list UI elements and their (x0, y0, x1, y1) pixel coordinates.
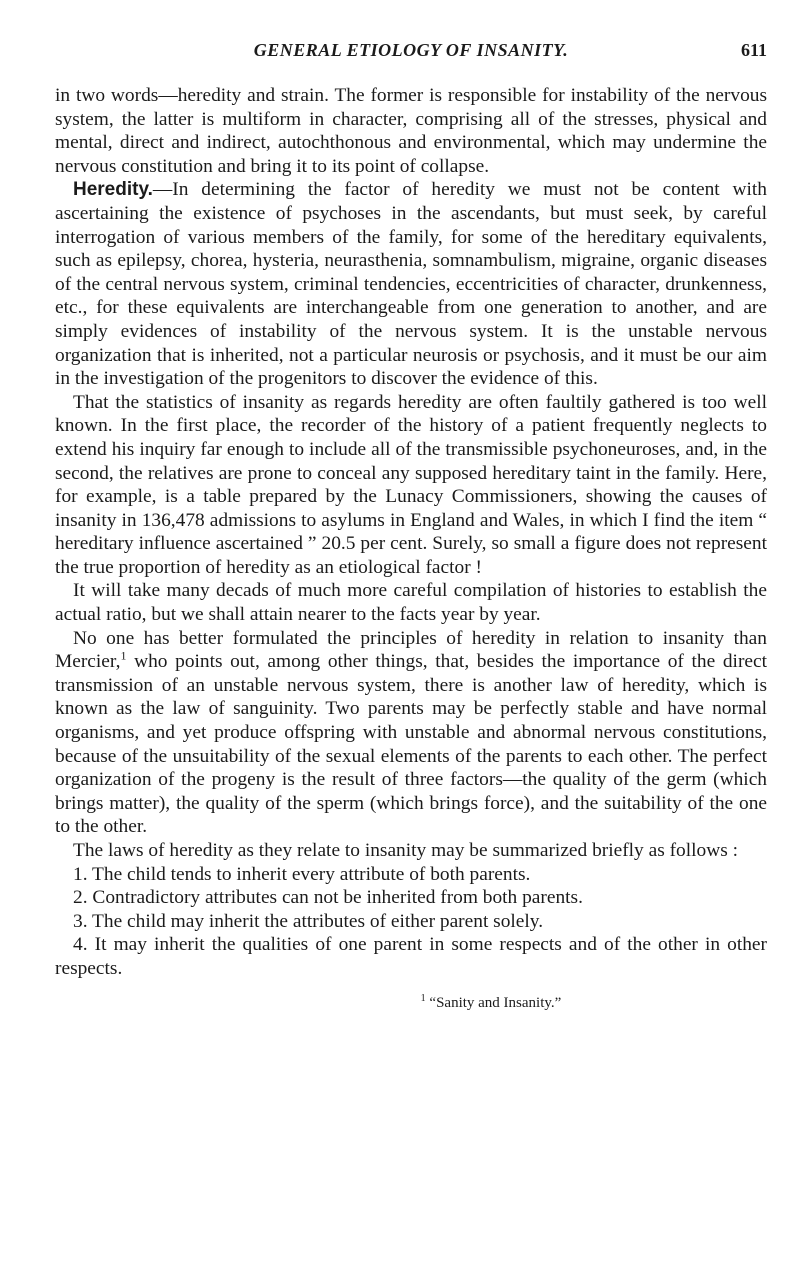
list-item: 2. Contradictory attributes can not be inherited from both parents. (73, 887, 583, 909)
paragraph-heredity-text: —In determining the factor of heredity we must not be content with ascertaining the existence of psychoses in the ascendants, but must seek, by careful interrogation of various members of the family, for some of the hereditary equivalents, such as epilepsy, chorea, hysteria, neurasthenia, somnambulism, migraine, organic diseases of the central nervous system, criminal tendencies, eccentricities of character, drunkenness, etc., for these equivalents are interchangeable from one generation to another, and are simply evidences of instability of the nervous system. It is the unstable nervous organization that is inherited, not a particular neurosis or psychosis, and it must be our aim in the investigation of the progenitors to discover the evidence of this. (55, 179, 767, 390)
running-head (55, 40, 767, 70)
list-item: 3. The child may inherit the attributes of either parent solely. (73, 910, 544, 932)
list-item: 1. The child tends to inherit every attribute of both parents. (73, 863, 531, 885)
heredity-laws-list (55, 863, 767, 981)
paragraph-summary-intro: The laws of heredity as they relate to insanity may be summarized briefly as follows : (73, 840, 739, 861)
list-item: 4. It may inherit the qualities of one parent in some respects and of the other in other respects. (55, 934, 767, 979)
paragraph-statistics: That the statistics of insanity as regards heredity are often faultily gathered is too well known. In the first place, the recorder of the history of a patient frequently neglects to extend his inquiry far enough to include all of the transmissible psychoneuroses, and, in the second, the relatives are prone to conceal any supposed hereditary taint in the family. Here, for example, is a table prepared by the Lunacy Commissioners, showing the causes of insanity in 136,478 admissions to asylums in England and Wales, in which I find the item “ hereditary influence ascertained ” 20.5 per cent. Surely, so small a figure does not represent the true proportion of heredity as an etiological factor ! (55, 391, 767, 578)
footnote-reference: 1 (120, 648, 127, 663)
footnote (55, 992, 767, 1012)
paragraph-mercier-text-start: No one has better formulated the principles of heredity in relation to insanity than Mercier, (55, 627, 767, 673)
footnote-marker: 1 (420, 992, 426, 1004)
page-number: 611 (740, 40, 767, 60)
paragraph-decads: It will take many decads of much more careful compilation of histories to establish the actual ratio, but we shall attain nearer to the facts year by year. (55, 580, 767, 626)
footnote-text: “Sanity and Insanity.” (429, 994, 562, 1011)
paragraph-heredity (55, 178, 767, 390)
book-page (55, 40, 767, 1012)
paragraph-1: in two words—heredity and strain. The former is responsible for instability of the nervous system, the latter is multiform in character, comprising all of the stresses, physical and mental, direct and indirect, autochthonous and environmental, which may undermine the nervous constitution and bring it to its point of collapse. (55, 85, 767, 177)
paragraph-mercier (55, 627, 767, 839)
running-title: GENERAL ETIOLOGY OF INSANITY. (253, 40, 569, 60)
body-text (55, 84, 767, 981)
paragraph-mercier-text-end: who points out, among other things, that, besides the importance of the direct transmission of an unstable nervous system, there is another law of heredity, which is known as the law of sanguinity. Two parents may be perfectly stable and have normal organisms, and yet produce offspring with unstable and abnormal nervous constitutions, because of the unsuitability of the sexual elements of the parents to each other. The perfect organization of the progeny is the result of three factors—the quality of the germ (which brings matter), the quality of the sperm (which brings force), and the suitability of the one to the other. (55, 651, 767, 838)
section-heading-heredity: Heredity. (73, 179, 153, 201)
